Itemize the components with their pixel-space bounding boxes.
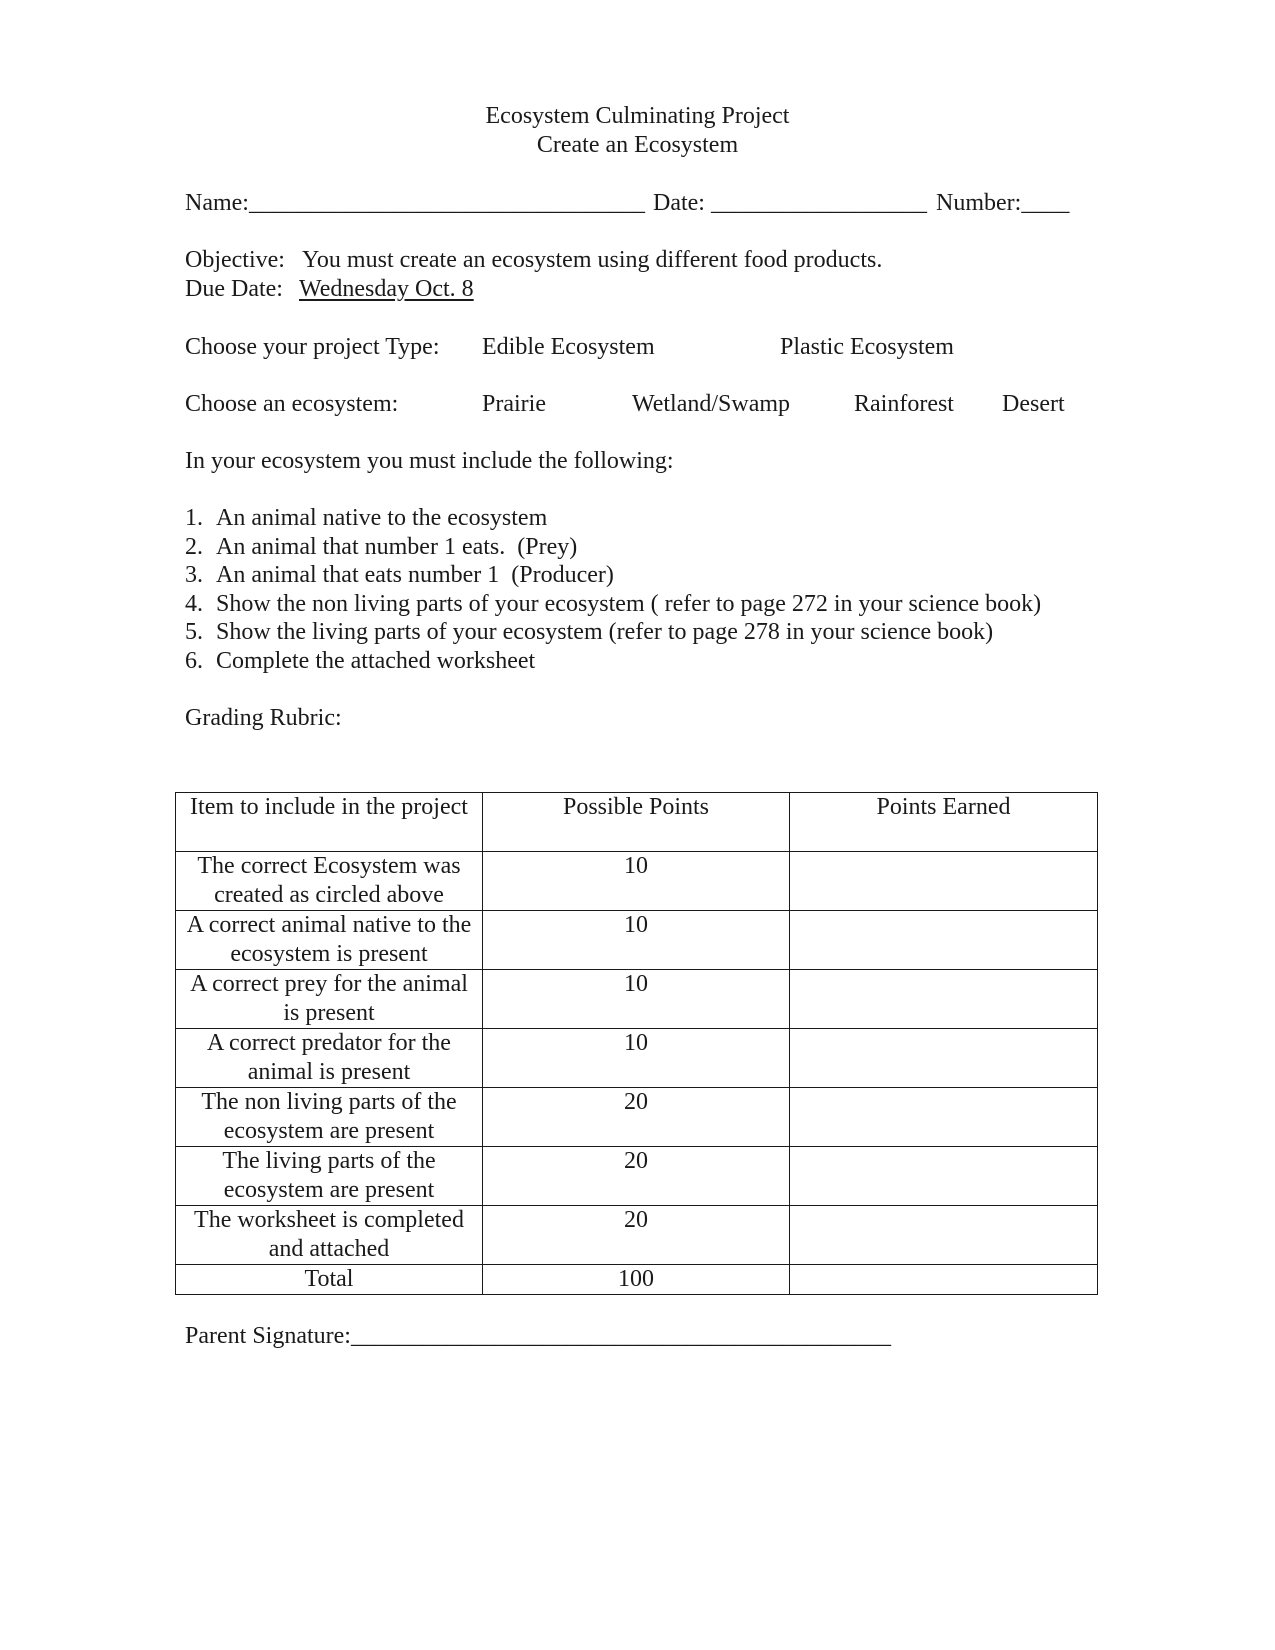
rubric-table — [175, 792, 1098, 1295]
rubric-item-cell: The non living parts of the ecosystem are present — [176, 1088, 483, 1147]
total-points-cell: 100 — [483, 1265, 790, 1295]
list-item-number: 5. — [185, 619, 203, 645]
table-row — [176, 852, 1098, 911]
column-header-item: Item to include in the project — [176, 793, 483, 852]
total-earned-cell[interactable] — [790, 1265, 1098, 1295]
list-item: An animal native to the ecosystem — [216, 505, 548, 531]
rubric-item-cell: The correct Ecosystem was created as circled above — [176, 852, 483, 911]
table-row — [176, 1029, 1098, 1088]
table-header-row — [176, 793, 1098, 852]
project-type-option-plastic[interactable]: Plastic Ecosystem — [780, 334, 954, 360]
ecosystem-option-prairie[interactable]: Prairie — [482, 391, 546, 417]
objective-text: You must create an ecosystem using different food products. — [302, 247, 883, 273]
name-field[interactable]: Name:_________________________________ — [185, 190, 645, 216]
ecosystem-option-wetland[interactable]: Wetland/Swamp — [632, 391, 791, 417]
page-subtitle: Create an Ecosystem — [536, 132, 739, 158]
list-item-number: 1. — [185, 505, 203, 531]
points-earned-cell[interactable] — [790, 1029, 1098, 1088]
rubric-item-cell: A correct animal native to the ecosystem is present — [176, 911, 483, 970]
due-date-value: Wednesday Oct. 8 — [299, 276, 474, 302]
rubric-item-cell: The worksheet is completed and attached — [176, 1206, 483, 1265]
table-row — [176, 970, 1098, 1029]
points-earned-cell[interactable] — [790, 852, 1098, 911]
possible-points-cell: 10 — [483, 852, 790, 911]
table-row — [176, 1206, 1098, 1265]
parent-signature-field[interactable]: Parent Signature:_____________________________________________ — [185, 1323, 891, 1349]
possible-points-cell: 10 — [483, 1029, 790, 1088]
project-type-option-edible[interactable]: Edible Ecosystem — [482, 334, 655, 360]
number-field[interactable]: Number:____ — [936, 190, 1070, 216]
page-title: Ecosystem Culminating Project — [485, 103, 790, 129]
objective-label: Objective: — [185, 247, 285, 273]
table-row — [176, 1147, 1098, 1206]
points-earned-cell[interactable] — [790, 970, 1098, 1029]
list-item-number: 3. — [185, 562, 203, 588]
project-type-label: Choose your project Type: — [185, 334, 440, 360]
rubric-item-cell: The living parts of the ecosystem are present — [176, 1147, 483, 1206]
possible-points-cell: 20 — [483, 1206, 790, 1265]
list-item: Show the non living parts of your ecosystem ( refer to page 272 in your science book) — [216, 591, 1042, 617]
possible-points-cell: 10 — [483, 970, 790, 1029]
ecosystem-option-rainforest[interactable]: Rainforest — [854, 391, 954, 417]
list-item-number: 2. — [185, 534, 203, 560]
list-item: An animal that number 1 eats. (Prey) — [216, 534, 578, 560]
column-header-possible-points: Possible Points — [483, 793, 790, 852]
rubric-label: Grading Rubric: — [185, 705, 342, 731]
list-item: Show the living parts of your ecosystem (refer to page 278 in your science book) — [216, 619, 994, 645]
possible-points-cell: 20 — [483, 1088, 790, 1147]
ecosystem-choice-label: Choose an ecosystem: — [185, 391, 399, 417]
possible-points-cell: 20 — [483, 1147, 790, 1206]
list-item-number: 6. — [185, 648, 203, 674]
points-earned-cell[interactable] — [790, 1206, 1098, 1265]
points-earned-cell[interactable] — [790, 1147, 1098, 1206]
date-field[interactable]: Date: __________________ — [653, 190, 927, 216]
table-row — [176, 1088, 1098, 1147]
list-item: Complete the attached worksheet — [216, 648, 536, 674]
rubric-item-cell: A correct predator for the animal is present — [176, 1029, 483, 1088]
rubric-item-cell: A correct prey for the animal is present — [176, 970, 483, 1029]
due-date-label: Due Date: — [185, 276, 283, 302]
total-label-cell: Total — [176, 1265, 483, 1295]
table-total-row — [176, 1265, 1098, 1295]
table-row — [176, 911, 1098, 970]
points-earned-cell[interactable] — [790, 1088, 1098, 1147]
points-earned-cell[interactable] — [790, 911, 1098, 970]
list-item: An animal that eats number 1 (Producer) — [216, 562, 614, 588]
possible-points-cell: 10 — [483, 911, 790, 970]
column-header-points-earned: Points Earned — [790, 793, 1098, 852]
list-item-number: 4. — [185, 591, 203, 617]
ecosystem-option-desert[interactable]: Desert — [1002, 391, 1065, 417]
requirements-intro: In your ecosystem you must include the following: — [185, 448, 674, 474]
